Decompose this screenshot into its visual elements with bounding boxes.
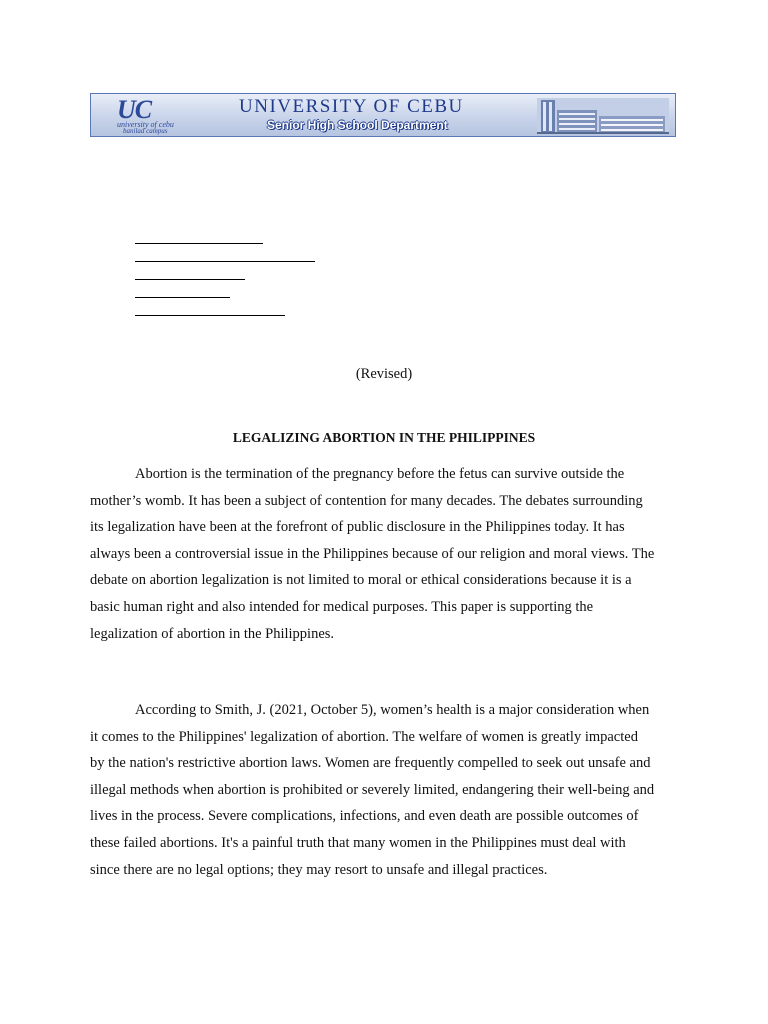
banner-subtitle: Senior High School Department — [267, 118, 448, 132]
revision-label: (Revised) — [355, 366, 413, 382]
blank-line-name-5[interactable] — [135, 315, 285, 316]
paragraph-1 — [90, 461, 690, 647]
paragraph-line: illegal methods when abortion is prohibited or severely limited, endangering their well-being and — [90, 781, 655, 798]
paragraph-line: According to Smith, J. (2021, October 5), women’s health is a major consideration when — [135, 702, 650, 718]
blank-line-name-1[interactable] — [135, 243, 263, 244]
paragraph-line: always been a controversial issue in the Philippines because of our religion and moral views. The — [90, 545, 655, 562]
building-icon — [537, 98, 669, 134]
logo-line-2: banilad campus — [123, 127, 168, 135]
blank-line-name-3[interactable] — [135, 279, 245, 280]
university-logo — [117, 97, 225, 135]
paragraph-line: debate on abortion legalization is not limited to moral or ethical considerations because it is a — [90, 572, 632, 589]
blank-line-name-2[interactable] — [135, 261, 315, 262]
paragraph-line: basic human right and also intended for medical purposes. This paper is supporting the — [90, 598, 594, 615]
paragraph-line: its legalization have been at the forefront of public disclosure in the Philippines today. It has — [90, 519, 625, 536]
blank-line-name-4[interactable] — [135, 297, 230, 298]
paragraph-line: by the nation's restrictive abortion laws. Women are frequently compelled to seek out unsafe and — [90, 755, 651, 772]
paragraph-line: mother’s womb. It has been a subject of contention for many decades. The debates surrounding — [90, 492, 643, 509]
logo-mark: UC — [117, 95, 152, 124]
paragraph-line: Abortion is the termination of the pregnancy before the fetus can survive outside the — [135, 466, 625, 482]
paragraph-line: these failed abortions. It's a painful truth that many women in the Philippines must deal with — [90, 834, 626, 851]
paragraph-line: legalization of abortion in the Philippines. — [90, 625, 335, 642]
paragraph-line: lives in the process. Severe complications, infections, and even death are possible outcomes of — [90, 808, 639, 825]
paragraph-2 — [90, 697, 690, 883]
document-title: LEGALIZING ABORTION IN THE PHILIPPINES — [232, 430, 536, 445]
header-banner — [90, 93, 676, 137]
logo-line-1: university of cebu — [117, 120, 174, 129]
paragraph-line: it comes to the Philippines' legalization of abortion. The welfare of women is greatly impacted — [90, 728, 638, 745]
paragraph-line: since there are no legal options; they may resort to unsafe and illegal practices. — [90, 861, 548, 878]
banner-title: UNIVERSITY OF CEBU — [239, 96, 464, 117]
